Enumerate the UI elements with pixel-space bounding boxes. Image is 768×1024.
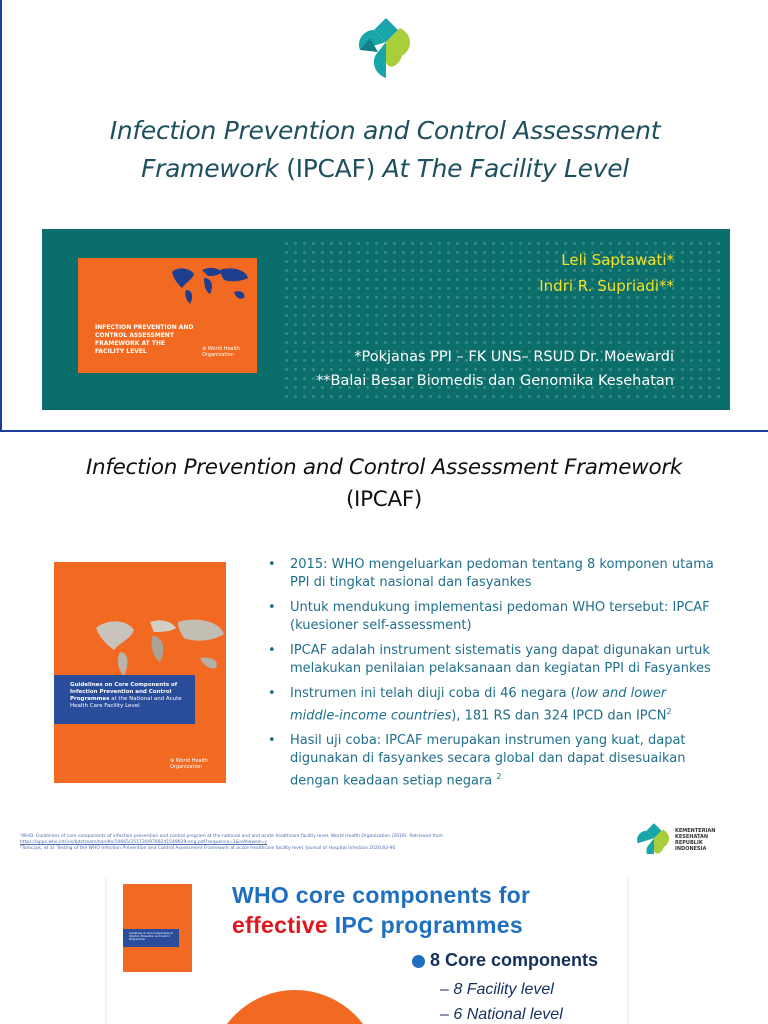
author-1: Leli Saptawati* <box>561 251 674 269</box>
kemenkes-text: KEMENTERIAN KESEHATAN REPUBLIK INDONESIA <box>675 828 716 852</box>
slide3-title-line-2: effective IPC programmes <box>232 912 523 938</box>
slide2-heading-italic: Infection Prevention and Control Assessment Framework <box>85 455 683 480</box>
references <box>20 834 580 852</box>
bullet-item: • Instrumen ini telah diuji coba di 46 negara (low and lower middle-income countries), 181 RS dan 324 IPCD dan IPCN$^2$ <box>266 685 716 725</box>
title-plain-part: (IPCAF) <box>278 154 383 183</box>
cover-title: INFECTION PREVENTION AND CONTROL ASSESSMENT FRAMEWORK AT THE FACILITY LEVEL <box>95 324 194 355</box>
title-italic-part-2: Framework <box>141 154 279 183</box>
kemenkes-logo <box>634 822 674 854</box>
who-emblem-icon: ⊕ <box>202 346 208 352</box>
bullet-dot-icon <box>412 955 425 968</box>
guidelines-cover-title: Guidelines on Core Components of Infection Prevention and Control Programmes <box>129 932 173 941</box>
guidelines-cover <box>54 562 226 783</box>
slide-title-heading <box>22 112 748 188</box>
who-label: ⊕ World Health Organization <box>170 758 209 770</box>
slide2-heading <box>20 452 748 516</box>
guidelines-cover-small <box>123 884 192 972</box>
guidelines-cover-title: Guidelines on Core Components of Infection Prevention and Control Programmes at the National and Acute Health Care Facility Level <box>70 682 182 709</box>
slide2-heading-plain: (IPCAF) <box>345 487 423 512</box>
bullet-item: • IPCAF adalah instrument sistematis yang dapat digunakan urtuk melakukan penilaian pelaksanaan dan kegiatan PPI di Fasyankes <box>266 642 716 678</box>
facility-level-item: – 8 Facility level <box>440 981 554 998</box>
kemenkes-logo <box>356 16 416 80</box>
title-banner <box>42 229 730 410</box>
slide-title <box>0 0 768 432</box>
slide3-title-line-1: WHO core components for <box>232 882 531 908</box>
reference-1: ¹WHO. Guidelines of core components of infection prevention and control program at the national and and acute healthcare facility level. World Health Organization (2016). Retrieved from <box>20 834 443 839</box>
ipcaf-bullet-list <box>266 556 716 798</box>
slide-core-components <box>0 878 768 1024</box>
reference-2: ²Tomczyk, et al. Testing of the WHO Infection Prevention and Control Assessment Framework at acute healthcare facility level. Journal of Hospital Infection 2020;83-90 <box>20 846 396 851</box>
who-emblem-icon: ⊕ <box>170 758 176 764</box>
affiliation-2: **Balai Besar Biomedis dan Genomika Kesehatan <box>316 373 674 389</box>
affiliation-1: *Pokjanas PPI – FK UNS– RSUD Dr. Moewardi <box>354 349 674 365</box>
title-italic-part-3: At The Facility Level <box>382 154 629 183</box>
world-map-icon <box>168 264 250 306</box>
bullet-item: • Hasil uji coba: IPCAF merupakan instrumen yang kuat, dapat digunakan di fasyankes secara global dan dapat disesuaikan dengan keadaan setiap negara $^2$ <box>266 732 716 790</box>
slide-ipcaf-intro <box>0 434 768 854</box>
national-level-item: – 6 National level <box>440 1006 563 1023</box>
core-components-heading: 8 Core components <box>430 950 599 970</box>
world-map-photo-icon <box>94 614 226 682</box>
title-italic-part-1: Infection Prevention and Control Assessment <box>109 116 661 145</box>
ipcaf-cover-thumbnail <box>78 258 257 373</box>
author-2: Indri R. Supriadi** <box>539 277 674 295</box>
bullet-item: • Untuk mendukung implementasi pedoman WHO tersebut: IPCAF (kuesioner self-assessment) <box>266 599 716 635</box>
reference-1-link[interactable]: https://apps.who.int/iris/bitstream/handle/10665/251730/9789241549929-eng.pdf?sequence=1&isAllowed=y <box>20 840 268 845</box>
who-label: ⊕ World Health Organization <box>202 346 241 358</box>
bullet-item: • 2015: WHO mengeluarkan pedoman tentang 8 komponen utama PPI di tingkat nasional dan fasyankes <box>266 556 716 592</box>
